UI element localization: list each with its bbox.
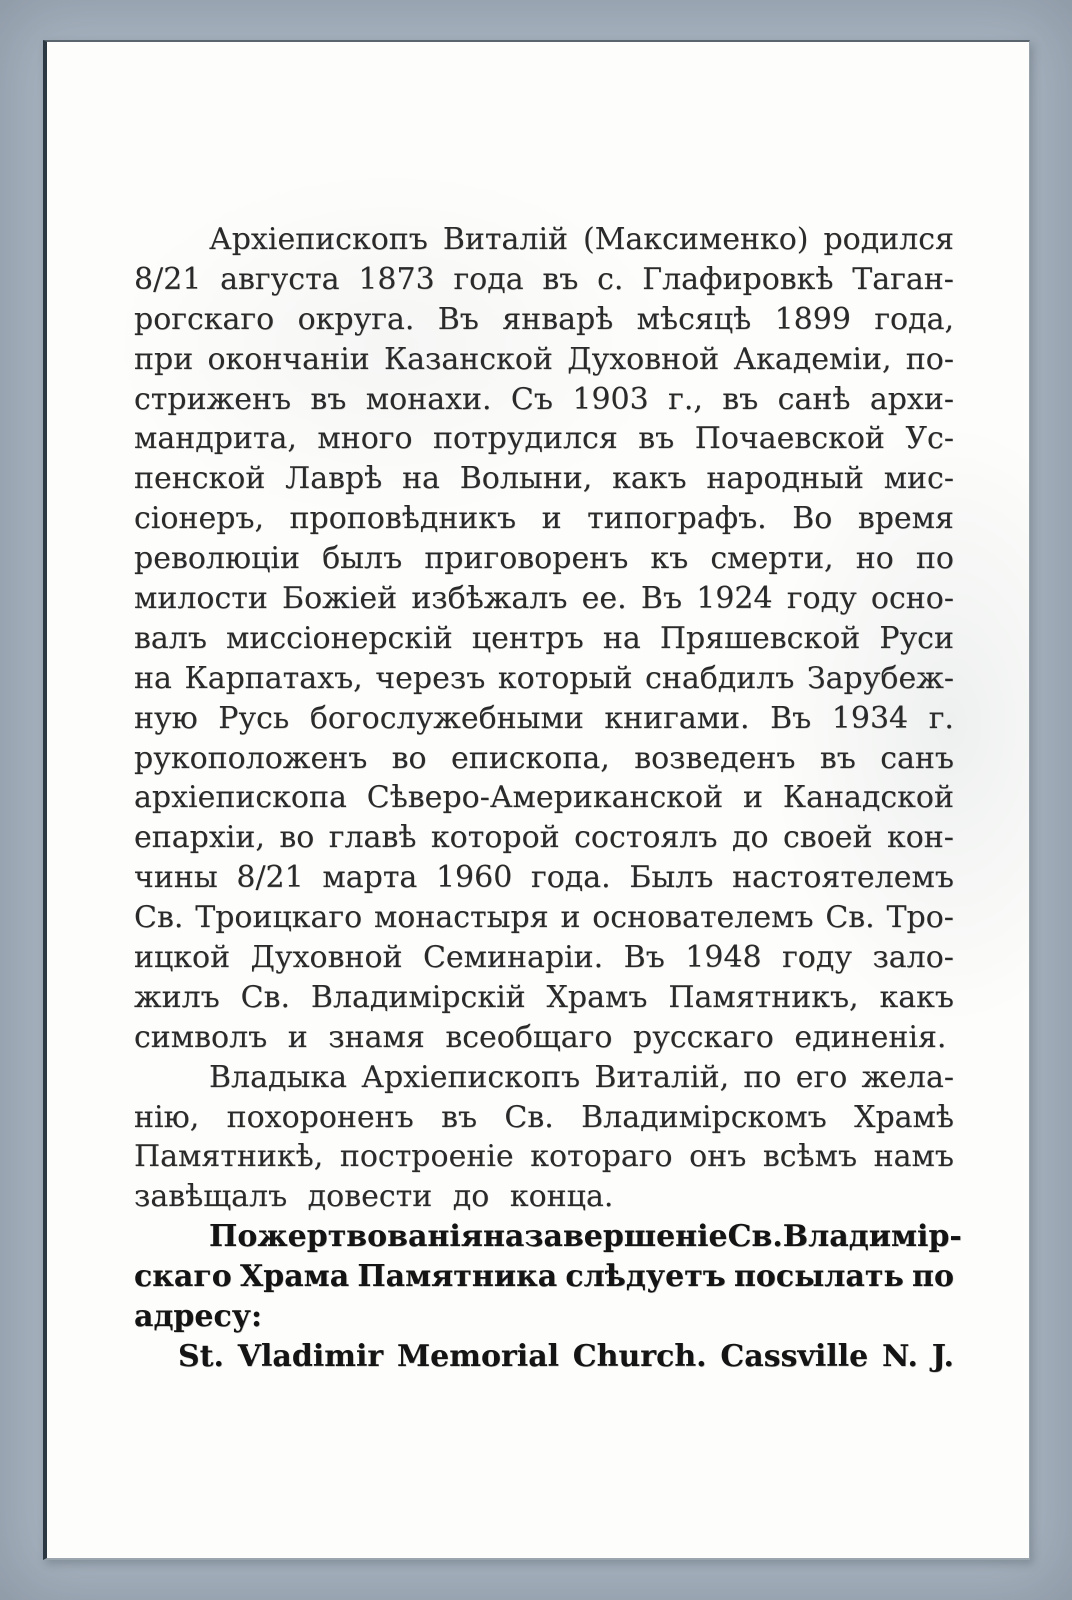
word: N. (881, 1338, 918, 1374)
word: Св. (727, 1219, 783, 1255)
word: основателемъ (592, 900, 814, 936)
word: года. (530, 860, 611, 896)
word: Таган- (852, 261, 954, 297)
word: Памятника (357, 1259, 558, 1295)
word: рукоположенъ (134, 740, 368, 776)
word: избѣжалъ (411, 581, 568, 617)
word: на (482, 1219, 525, 1255)
text-block (134, 220, 962, 1377)
text-line (134, 539, 954, 579)
word: при (134, 341, 194, 377)
word: Во (792, 501, 833, 537)
word: намъ (873, 1139, 954, 1175)
word: состоялъ (574, 820, 718, 856)
word: епархіи, (134, 820, 265, 856)
word: котораго (530, 1139, 673, 1175)
text-line (134, 1217, 962, 1257)
word: Храма (239, 1259, 350, 1295)
text-line: адресу: (134, 1299, 263, 1335)
word: на (602, 620, 641, 656)
word: въ (441, 1099, 478, 1135)
word: Руси (879, 620, 954, 656)
word: въ (542, 261, 579, 297)
word: въ (819, 740, 856, 776)
word: Былъ (629, 860, 714, 896)
word: марта (322, 860, 418, 896)
text-line: символъ и знамя всеобщаго русскаго единенія. (134, 1019, 947, 1055)
word: какъ (612, 461, 687, 497)
word: богослужебными (309, 700, 584, 736)
word: но (855, 541, 894, 577)
word: стриженъ (134, 381, 292, 417)
word: Св. (825, 900, 875, 936)
word: которой (430, 820, 560, 856)
word: Архіепископъ (361, 1059, 581, 1095)
text-line (134, 739, 954, 779)
text-line (134, 1137, 954, 1177)
text-line (134, 1058, 954, 1098)
word: миссіонерскій (226, 620, 453, 656)
word: во (279, 820, 315, 856)
text-line (134, 380, 954, 420)
word: Виталій (442, 222, 569, 257)
word: St. (178, 1338, 224, 1374)
word: въ (638, 421, 675, 457)
text-line (134, 818, 954, 858)
word: Church. (572, 1338, 707, 1374)
word: санѣ (777, 381, 851, 417)
text-line (134, 1098, 954, 1138)
word: году (782, 940, 852, 976)
word: Тро- (886, 900, 954, 936)
word: году (786, 581, 857, 617)
word: зало- (872, 940, 954, 976)
word: и (743, 780, 763, 816)
word: который (497, 660, 633, 696)
word: Духовной (250, 940, 403, 976)
word: Почаевской (694, 421, 885, 457)
word: Духовной (567, 341, 720, 377)
word: на (134, 660, 172, 696)
word: настоятелемъ (732, 860, 954, 896)
word: Канадской (782, 780, 954, 816)
word: Vladimir (237, 1338, 384, 1374)
word: Лаврѣ (285, 461, 383, 497)
word: Въ (437, 301, 479, 337)
word: 8/21 (236, 860, 304, 896)
word: Академіи, (733, 341, 892, 377)
word: года, (874, 301, 954, 337)
word: Св. (134, 900, 184, 936)
word: осно- (870, 581, 954, 617)
word: г., (668, 381, 703, 417)
word: епископа, (451, 740, 610, 776)
word: Троицкаго (195, 900, 363, 936)
word: Memorial (396, 1338, 560, 1374)
text-line (134, 340, 954, 380)
word: Пожертвованія (209, 1219, 483, 1255)
word: 1899 (774, 301, 851, 337)
word: по (743, 1059, 782, 1095)
text-line (134, 858, 954, 898)
word: сіонеръ, (134, 501, 265, 537)
word: августа (220, 261, 340, 297)
word: Св. (240, 979, 291, 1015)
word: въ (310, 381, 347, 417)
word: Глафировкѣ (642, 261, 834, 297)
postcard (43, 40, 1030, 1560)
text-line (134, 419, 954, 459)
word: Архіепископъ (209, 222, 428, 257)
word: Въ (640, 581, 683, 617)
word: Ус- (905, 421, 954, 457)
word: Владимір- (782, 1219, 962, 1255)
word: типографъ. (587, 501, 767, 537)
word: Виталій, (594, 1059, 730, 1095)
text-line (134, 898, 954, 938)
word: Памятникѣ, (134, 1139, 324, 1175)
word: мѣсяцѣ (636, 301, 752, 337)
word: во (391, 740, 427, 776)
word: слѣдуетъ (565, 1259, 726, 1295)
word: Храмъ (546, 979, 648, 1015)
word: ее. (581, 581, 627, 617)
word: былъ (322, 541, 403, 577)
word: Владимірскомъ (581, 1099, 827, 1135)
word: Памятникъ, (668, 979, 859, 1015)
text-line: завѣщалъ довести до конца. (134, 1179, 614, 1215)
word: окончаніи (207, 341, 370, 377)
word: 1873 (358, 261, 435, 297)
word: жилъ (134, 979, 220, 1015)
word: и (560, 900, 581, 936)
word: по- (905, 341, 954, 377)
word: скаго (134, 1259, 232, 1295)
word: мис- (883, 461, 954, 497)
text-line (134, 499, 954, 539)
word: ную (134, 700, 198, 736)
word: 1924 (696, 581, 773, 617)
word: черезъ (375, 660, 486, 696)
word: книгами. (604, 700, 750, 736)
word: народный (706, 461, 864, 497)
word: пенской (134, 461, 266, 497)
word: какъ (879, 979, 954, 1015)
word: его (795, 1059, 848, 1095)
word: Въ (770, 700, 812, 736)
word: милости (134, 581, 268, 617)
word: много (317, 421, 413, 457)
text-line (134, 978, 954, 1018)
text-line (134, 260, 954, 300)
word: Въ (623, 940, 665, 976)
word: с. (597, 261, 624, 297)
word: снабдилъ (645, 660, 795, 696)
text-line (134, 579, 954, 619)
word: построеніе (339, 1139, 514, 1175)
word: жела- (861, 1059, 954, 1095)
word: родился (823, 222, 954, 257)
text-line (134, 938, 954, 978)
word: кон- (886, 820, 954, 856)
word: г. (928, 700, 954, 736)
text-line (134, 619, 954, 659)
word: январѣ (502, 301, 614, 337)
word: потрудился (433, 421, 618, 457)
word: и (541, 501, 562, 537)
word: рогскаго (134, 301, 275, 337)
text-line (134, 459, 954, 499)
word: Владыка (209, 1059, 347, 1095)
word: Пряшевской (659, 620, 861, 656)
word: Cassville (720, 1338, 869, 1374)
word: онъ (689, 1139, 747, 1175)
word: къ (650, 541, 689, 577)
word: всѣмъ (762, 1139, 858, 1175)
text-line (134, 778, 954, 818)
word: время (857, 501, 954, 537)
word: на (402, 461, 440, 497)
word: валъ (134, 620, 207, 656)
word: Зарубеж- (806, 660, 954, 696)
word: посылать (733, 1259, 904, 1295)
text-line (134, 220, 954, 260)
word: похороненъ (226, 1099, 414, 1135)
word: Св. (504, 1099, 554, 1135)
word: проповѣдникъ (289, 501, 517, 537)
word: 1960 (435, 860, 513, 896)
word: округа. (297, 301, 415, 337)
word: въ (722, 381, 759, 417)
word: главѣ (328, 820, 417, 856)
word: Карпатахъ, (184, 660, 363, 696)
word: своей (783, 820, 873, 856)
word: по (912, 1259, 954, 1295)
text-line (134, 1257, 954, 1297)
word: завершеніе (524, 1219, 728, 1255)
word: монастыря (373, 900, 549, 936)
word: архіепископа (134, 780, 347, 816)
text-line (134, 699, 954, 739)
text-line (134, 300, 954, 340)
word: J. (931, 1338, 954, 1374)
word: 1934 (831, 700, 909, 736)
word: Казанской (383, 341, 553, 377)
word: центръ (471, 620, 584, 656)
word: 8/21 (134, 261, 202, 297)
word: ицкой (134, 940, 231, 976)
word: Съ (510, 381, 553, 417)
word: монахи. (365, 381, 492, 417)
word: Сѣверо-Американской (366, 780, 724, 816)
word: Владимірскій (310, 979, 526, 1015)
word: до (731, 820, 769, 856)
word: революціи (134, 541, 300, 577)
word: архи- (869, 381, 954, 417)
word: 1948 (685, 940, 762, 976)
word: мандрита, (134, 421, 297, 457)
word: санъ (880, 740, 954, 776)
word: приговоренъ (424, 541, 629, 577)
word: нію, (134, 1099, 200, 1135)
word: Семинаріи. (422, 940, 604, 976)
word: (Максименко) (583, 222, 809, 257)
word: 1903 (572, 381, 649, 417)
word: чины (134, 860, 218, 896)
text-line (134, 659, 954, 699)
word: Русь (218, 700, 290, 736)
word: года (453, 261, 524, 297)
word: Храмѣ (854, 1099, 954, 1135)
word: по (915, 541, 954, 577)
text-line (134, 1337, 954, 1377)
word: смерти, (710, 541, 834, 577)
word: возведенъ (634, 740, 796, 776)
word: Божіей (282, 581, 398, 617)
word: Волыни, (459, 461, 593, 497)
